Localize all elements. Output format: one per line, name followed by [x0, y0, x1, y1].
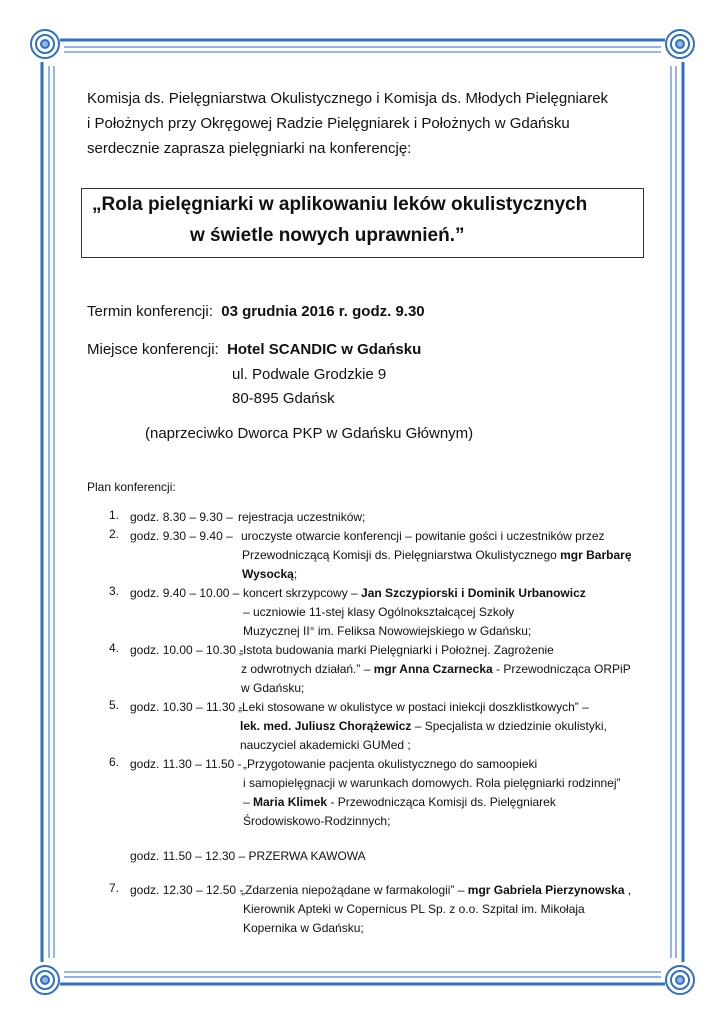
plan-text: z odwrotnych działań.” –: [241, 662, 374, 676]
speaker-name: mgr Gabriela Pierzynowska: [467, 883, 625, 897]
intro-line-1: Komisja ds. Pielęgniarstwa Okulistycznego i Komisja ds. Młodych Pielęgniarek: [87, 90, 609, 107]
plan-item-line: [241, 679, 304, 698]
plan-text: Środowiskowo-Rodzinnych;: [243, 814, 391, 828]
address-street: ul. Podwale Grodzkie 9: [232, 366, 387, 383]
plan-item-number: 5.: [108, 698, 119, 712]
location-note: (naprzeciwko Dworca PKP w Gdańsku Głównym): [145, 425, 474, 442]
plan-item-line: [241, 881, 631, 900]
plan-text: – uczniowie 11-stej klasy Ogólnokształcącej Szkoły: [243, 605, 515, 619]
plan-item-line: [241, 660, 631, 679]
termin-row: [87, 303, 425, 320]
plan-item-time: godz. 12.30 – 12.50 -: [130, 883, 244, 897]
speaker-name: Jan Szczypiorski i Dominik Urbanowicz: [361, 586, 586, 600]
plan-item-line: [243, 755, 537, 774]
plan-text: koncert skrzypcowy –: [243, 586, 362, 600]
plan-heading: Plan konferencji:: [87, 480, 176, 494]
plan-text: –: [243, 795, 254, 809]
plan-text: Kierownik Apteki w Copernicus PL Sp. z o.o. Szpital im. Mikołaja: [243, 902, 585, 916]
plan-item-line: [243, 584, 586, 603]
plan-item-time: godz. 8.30 – 9.30 –: [130, 510, 233, 524]
plan-item-line: [241, 527, 605, 546]
plan-item-time: godz. 10.30 – 11.30 -: [130, 700, 243, 714]
plan-item-line: [240, 736, 411, 755]
plan-item-line: [243, 812, 390, 831]
plan-text: Przewodniczącą Komisji ds. Pielęgniarstwa Okulistycznego: [242, 548, 561, 562]
speaker-name: lek. med. Juliusz Chorążewicz: [240, 719, 412, 733]
title-line-2: w świetle nowych uprawnień.”: [190, 225, 465, 246]
speaker-name: Wysocką: [242, 567, 294, 581]
plan-item-line: [243, 603, 514, 622]
plan-item-line: [239, 641, 554, 660]
termin-label: Termin konferencji:: [87, 303, 213, 320]
plan-text: uroczyste otwarcie konferencji – powitanie gości i uczestników przez: [241, 529, 605, 543]
plan-item-number: 4.: [108, 641, 119, 655]
intro-line-3: serdecznie zaprasza pielęgniarki na konferencję:: [87, 140, 412, 157]
plan-item-number: 6.: [108, 755, 119, 769]
miejsce-value: Hotel SCANDIC w Gdańsku: [227, 341, 422, 358]
plan-text: – Specjalista w dziedzinie okulistyki,: [411, 719, 607, 733]
plan-text: ,: [624, 883, 632, 897]
plan-item-line: [242, 546, 632, 565]
plan-text: - Przewodnicząca ORPiP: [492, 662, 631, 676]
plan-text: „Przygotowanie pacjenta okulistycznego do samoopieki: [243, 757, 538, 771]
plan-item-number: 2.: [108, 527, 119, 541]
coffee-break: godz. 11.50 – 12.30 – PRZERWA KAWOWA: [130, 849, 366, 863]
plan-text: rejestracja uczestników;: [238, 510, 366, 524]
plan-item-line: [243, 774, 621, 793]
plan-text: „Zdarzenia niepożądane w farmakologii” –: [241, 883, 468, 897]
plan-item-number: 3.: [108, 584, 119, 598]
plan-item-line: [242, 565, 297, 584]
plan-item-number: 7.: [108, 881, 119, 895]
plan-text: „Leki stosowane w okulistyce w postaci iniekcji doszklistkowych” –: [238, 700, 589, 714]
plan-text: i samopielęgnacji w warunkach domowych. Rola pielęgniarki rodzinnej”: [243, 776, 621, 790]
plan-text: - Przewodnicząca Komisji ds. Pielęgniarek: [327, 795, 556, 809]
plan-item-time: godz. 9.30 – 9.40 –: [130, 529, 233, 543]
intro-line-2: i Położnych przy Okręgowej Radzie Pielęgniarek i Położnych w Gdańsku: [87, 115, 570, 132]
plan-item-time: godz. 9.40 – 10.00 –: [130, 586, 240, 600]
plan-text: „Istota budowania marki Pielęgniarki i Położnej. Zagrożenie: [239, 643, 554, 657]
plan-item-number: 1.: [108, 508, 119, 522]
speaker-name: mgr Barbarę: [560, 548, 632, 562]
plan-item-line: [243, 793, 556, 812]
plan-item-line: [243, 900, 585, 919]
plan-item-line: [243, 622, 531, 641]
plan-item-line: [240, 717, 607, 736]
plan-text: Muzycznej II° im. Feliksa Nowowiejskiego w Gdańsku;: [243, 624, 532, 638]
miejsce-row: [87, 341, 421, 358]
plan-text: ;: [293, 567, 298, 581]
title-line-1: „Rola pielęgniarki w aplikowaniu leków okulistycznych: [92, 194, 588, 215]
plan-text: Kopernika w Gdańsku;: [243, 921, 364, 935]
plan-text: w Gdańsku;: [241, 681, 305, 695]
plan-item-line: [238, 698, 589, 717]
termin-value: 03 grudnia 2016 r. godz. 9.30: [221, 303, 425, 320]
speaker-name: mgr Anna Czarnecka: [373, 662, 493, 676]
plan-item-time: godz. 10.00 – 10.30 -: [130, 643, 244, 657]
address-city: 80-895 Gdańsk: [232, 390, 335, 407]
plan-item-time: godz. 11.30 – 11.50 -: [130, 757, 242, 771]
speaker-name: Maria Klimek: [253, 795, 328, 809]
miejsce-label: Miejsce konferencji:: [87, 341, 219, 358]
plan-item-line: [243, 919, 364, 938]
plan-item-line: [238, 508, 365, 527]
plan-text: nauczyciel akademicki GUMed ;: [240, 738, 411, 752]
